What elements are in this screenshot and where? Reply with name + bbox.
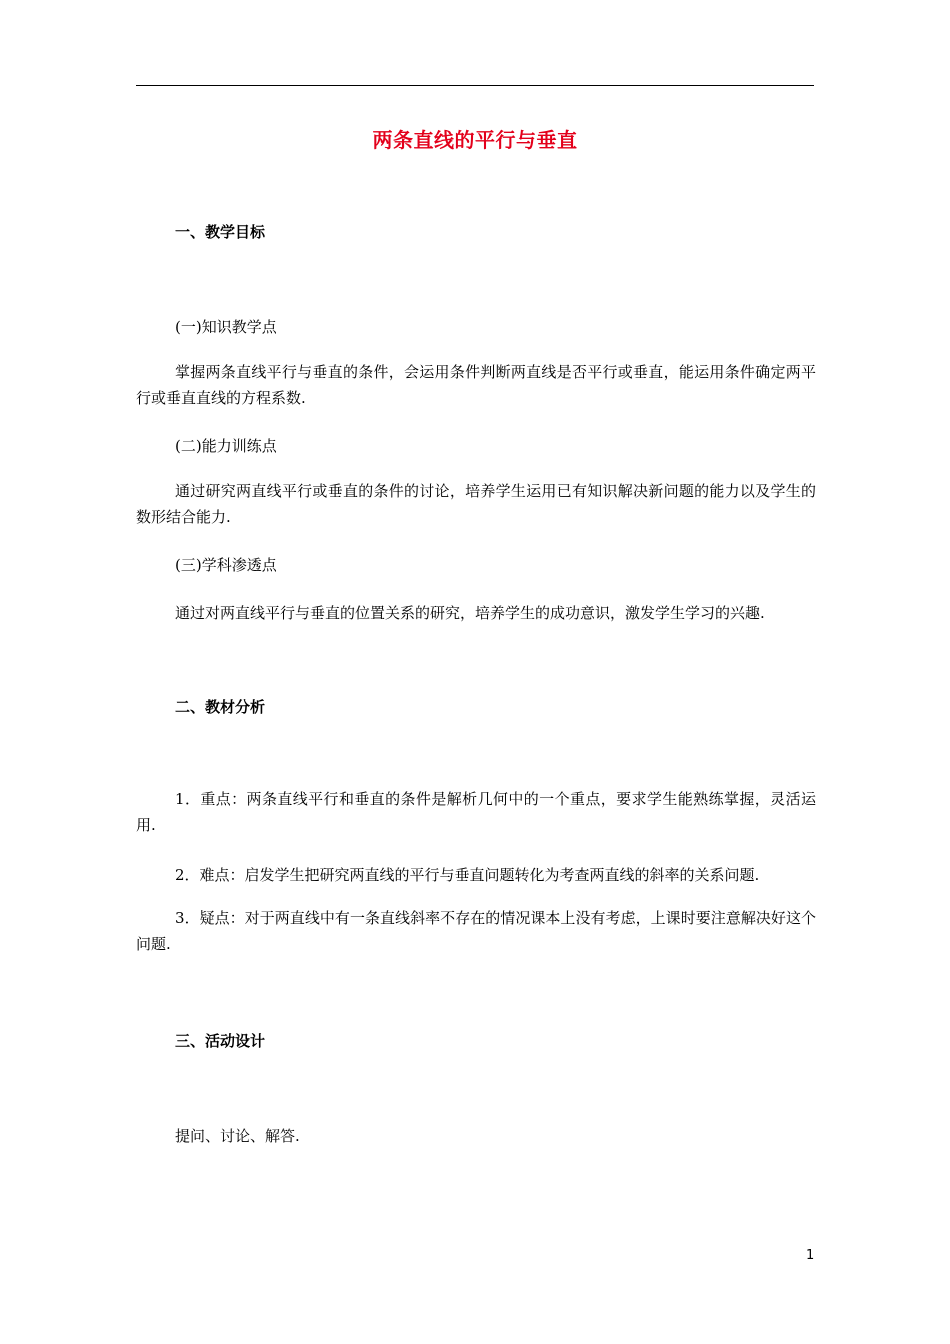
- paragraph-key-point: 1．重点：两条直线平行和垂直的条件是解析几何中的一个重点，要求学生能熟练掌握，灵活运用.: [136, 790, 816, 834]
- paragraph-difficult-point: 2．难点：启发学生把研究两直线的平行与垂直问题转化为考查两直线的斜率的关系问题.: [175, 866, 760, 884]
- section-heading-activity: 三、活动设计: [175, 1032, 266, 1050]
- section-heading-objectives: 一、教学目标: [175, 223, 266, 241]
- page-number: 1: [806, 1248, 815, 1263]
- paragraph-activity: 提问、讨论、解答.: [175, 1127, 300, 1145]
- header-rule: [136, 85, 814, 86]
- paragraph-doubtful-point: 3．疑点：对于两直线中有一条直线斜率不存在的情况课本上没有考虑，上课时要注意解决好这个问题.: [136, 909, 816, 953]
- document-title: 两条直线的平行与垂直: [372, 128, 578, 152]
- paragraph-knowledge: 掌握两条直线平行与垂直的条件，会运用条件判断两直线是否平行或垂直，能运用条件确定两平行或垂直直线的方程系数.: [136, 363, 816, 407]
- section-heading-analysis: 二、教材分析: [175, 698, 266, 716]
- subheading-knowledge: (一)知识教学点: [175, 318, 277, 336]
- paragraph-ability: 通过研究两直线平行或垂直的条件的讨论，培养学生运用已有知识解决新问题的能力以及学生的数形结合能力.: [136, 482, 816, 526]
- subheading-discipline: (三)学科渗透点: [175, 556, 277, 574]
- subheading-ability: (二)能力训练点: [175, 437, 277, 455]
- paragraph-discipline: 通过对两直线平行与垂直的位置关系的研究，培养学生的成功意识，激发学生学习的兴趣.: [175, 604, 765, 622]
